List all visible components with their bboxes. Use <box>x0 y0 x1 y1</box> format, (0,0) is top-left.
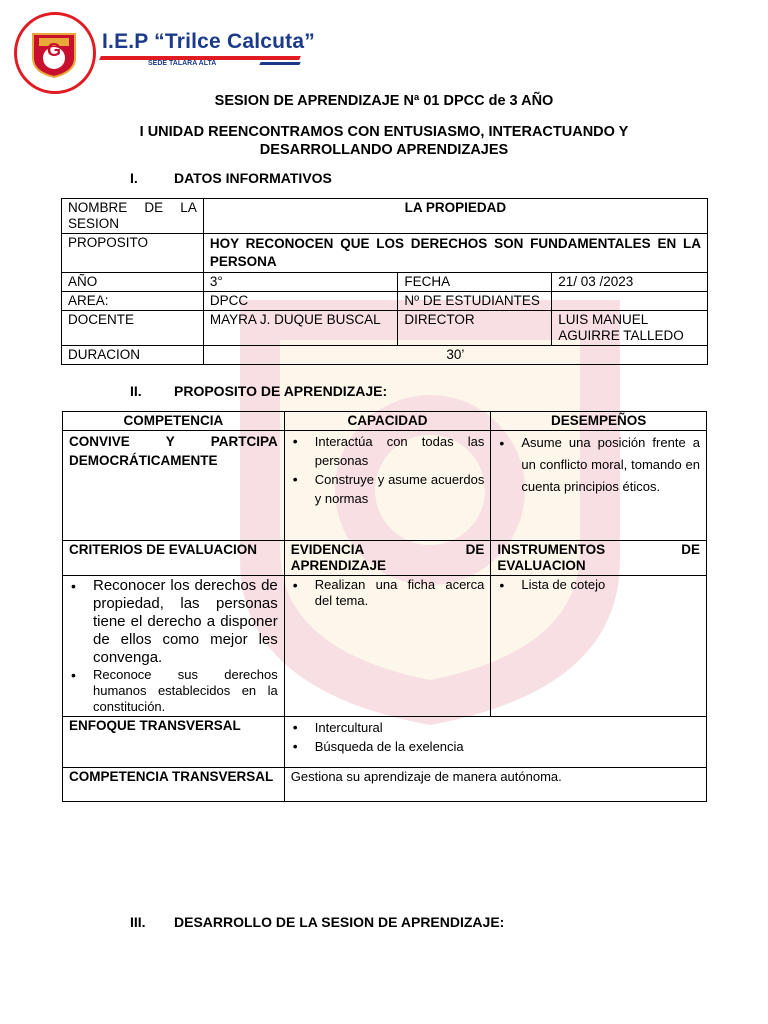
area-value: DPCC <box>203 292 398 311</box>
competencia-transversal-value: Gestiona su aprendizaje de manera autónoma. <box>284 768 706 802</box>
criterios-list <box>69 577 278 715</box>
header-criterios: CRITERIOS DE EVALUACION <box>63 541 285 576</box>
section-heading-2 <box>130 383 530 401</box>
section-title: DATOS INFORMATIVOS <box>174 170 332 186</box>
fecha-value: 21/ 03 /2023 <box>552 273 708 292</box>
unit-title-line1: I UNIDAD REENCONTRAMOS CON ENTUSIASMO, INTERACTUANDO Y <box>139 124 629 140</box>
director-value: LUIS MANUEL AGUIRRE TALLEDO <box>552 311 708 346</box>
info-table <box>61 198 708 365</box>
section-heading-1 <box>130 170 530 188</box>
instrumentos-list <box>497 577 700 593</box>
list-item: • Construye y asume acuerdos y normas <box>291 470 485 508</box>
section-title: DESARROLLO DE LA SESION DE APRENDIZAJE: <box>174 914 505 930</box>
competencia-transversal-label: COMPETENCIA TRANSVERSAL <box>63 768 285 802</box>
crest-letter: G <box>46 40 61 60</box>
unit-title <box>0 123 768 159</box>
enfoque-label: ENFOQUE TRANSVERSAL <box>63 717 285 768</box>
desempenos-list <box>497 432 700 498</box>
anio-label: AÑO <box>62 273 204 292</box>
enfoque-list <box>291 718 700 756</box>
list-item: • Reconoce sus derechos humanos establecidos en la constitución. <box>69 667 278 715</box>
list-item: • Interactúa con todas las personas <box>291 432 485 470</box>
section-number: I. <box>130 170 138 186</box>
list-item: • Asume una posición frente a un conflicto moral, tomando en cuenta principios éticos. <box>497 432 700 498</box>
session-title: SESION DE APRENDIZAJE Nª 01 DPCC de 3 AÑO <box>214 93 554 109</box>
docente-value: MAYRA J. DUQUE BUSCAL <box>203 311 398 346</box>
sede-label: SEDE TALARA ALTA <box>148 60 217 67</box>
unit-title-line2: DESARROLLANDO APRENDIZAJES <box>259 142 509 158</box>
capacidad-list <box>291 432 485 508</box>
header-competencia: COMPETENCIA <box>63 412 285 431</box>
header-evidencia: EVIDENCIA DE APRENDIZAJE <box>284 541 491 576</box>
list-item: • Búsqueda de la exelencia <box>291 737 700 756</box>
header-stripe-blue <box>259 62 300 65</box>
proposito-value: HOY RECONOCEN QUE LOS DERECHOS SON FUNDAMENTALES EN LA PERSONA <box>203 234 707 273</box>
director-label: DIRECTOR <box>398 311 552 346</box>
list-item: • Lista de cotejo <box>497 577 700 593</box>
estudiantes-value <box>552 292 708 311</box>
fecha-label: FECHA <box>398 273 552 292</box>
nombre-value: LA PROPIEDAD <box>203 199 707 234</box>
evidencia-list <box>291 577 485 609</box>
section-title: PROPOSITO DE APRENDIZAJE: <box>174 383 388 399</box>
purpose-table <box>62 411 707 802</box>
section-heading-3 <box>130 914 630 932</box>
school-name: I.E.P “Trilce Calcuta” <box>102 30 315 53</box>
duracion-value: 30’ <box>203 346 707 365</box>
estudiantes-label: Nº DE ESTUDIANTES <box>398 292 552 311</box>
duracion-label: DURACION <box>62 346 204 365</box>
proposito-label: PROPOSITO <box>62 234 204 273</box>
area-label: AREA: <box>62 292 204 311</box>
header-desempenos: DESEMPEÑOS <box>491 412 707 431</box>
competencia-value: CONVIVE Y PARTCIPA DEMOCRÁTICAMENTE <box>63 431 285 541</box>
list-item: • Reconocer los derechos de propiedad, las personas tiene el derecho a disponer de ellos como mejor les convenga. <box>69 577 278 667</box>
header-capacidad: CAPACIDAD <box>284 412 491 431</box>
docente-label: DOCENTE <box>62 311 204 346</box>
section-number: II. <box>130 383 142 399</box>
nombre-label: NOMBRE DE LA SESION <box>62 199 204 234</box>
header-instrumentos: INSTRUMENTOS DE EVALUACION <box>491 541 707 576</box>
anio-value: 3° <box>203 273 398 292</box>
section-number: III. <box>130 914 146 930</box>
list-item: • Realizan una ficha acerca del tema. <box>291 577 485 609</box>
list-item: • Intercultural <box>291 718 700 737</box>
